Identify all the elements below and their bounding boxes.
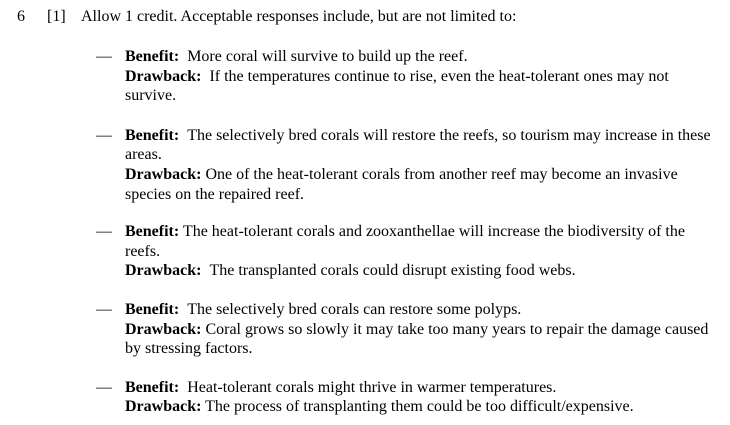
- benefit-text: The heat-tolerant corals and zooxanthellae will increase the biodiversity of the reefs.: [125, 223, 685, 260]
- benefit-text: Heat-tolerant corals might thrive in warmer temperatures.: [187, 378, 557, 396]
- benefit-line: [125, 378, 722, 398]
- drawback-line: [125, 320, 722, 359]
- response-body: [125, 222, 722, 281]
- drawback-label: Drawback:: [125, 165, 202, 183]
- instruction-text: Allow 1 credit. Acceptable responses include, but are not limited to:: [81, 8, 517, 25]
- benefit-label: Benefit:: [125, 223, 180, 241]
- drawback-line: [125, 261, 722, 281]
- benefit-line: [125, 47, 722, 67]
- response-item: [96, 300, 722, 359]
- response-body: [125, 126, 722, 204]
- dash-bullet: —: [96, 126, 112, 144]
- drawback-text: The process of transplanting them could be too difficult/expensive.: [205, 398, 634, 416]
- drawback-line: [125, 67, 722, 106]
- response-body: [125, 378, 722, 417]
- dash-bullet: —: [96, 48, 112, 65]
- benefit-line: [125, 126, 722, 165]
- benefit-label: Benefit:: [125, 378, 180, 396]
- dash-bullet: —: [96, 378, 112, 396]
- credit-tag: [1]: [47, 8, 66, 25]
- benefit-label: Benefit:: [125, 300, 180, 318]
- drawback-text: Coral grows so slowly it may take too many years to repair the damage caused by stressing factors.: [125, 320, 709, 358]
- benefit-text: The selectively bred corals will restore the reefs, so tourism may increase in these areas.: [125, 126, 711, 164]
- drawback-line: [125, 397, 722, 417]
- drawback-label: Drawback:: [125, 320, 202, 338]
- response-item: [96, 47, 722, 106]
- drawback-text: One of the heat-tolerant corals from another reef may become an invasive species on the repaired reef.: [125, 165, 678, 203]
- benefit-text: The selectively bred corals can restore some polyps.: [187, 300, 522, 318]
- benefit-label: Benefit:: [125, 48, 180, 65]
- question-number: 6: [17, 8, 25, 25]
- benefit-label: Benefit:: [125, 126, 180, 144]
- benefit-text: More coral will survive to build up the reef.: [187, 48, 468, 65]
- drawback-line: [125, 165, 722, 204]
- benefit-line: [125, 222, 722, 261]
- benefit-line: [125, 300, 722, 320]
- drawback-label: Drawback:: [125, 67, 202, 85]
- drawback-text: The transplanted corals could disrupt existing food webs.: [209, 262, 576, 280]
- response-body: [125, 47, 722, 106]
- response-item: [96, 222, 722, 281]
- drawback-label: Drawback:: [125, 262, 202, 280]
- response-item: [96, 126, 722, 204]
- response-list: [96, 47, 722, 417]
- question-header: [17, 7, 516, 27]
- dash-bullet: —: [96, 223, 112, 241]
- response-item: [96, 378, 722, 417]
- drawback-label: Drawback:: [125, 398, 202, 416]
- dash-bullet: —: [96, 300, 112, 318]
- drawback-text: If the temperatures continue to rise, even the heat-tolerant ones may not survive.: [125, 67, 669, 105]
- response-body: [125, 300, 722, 359]
